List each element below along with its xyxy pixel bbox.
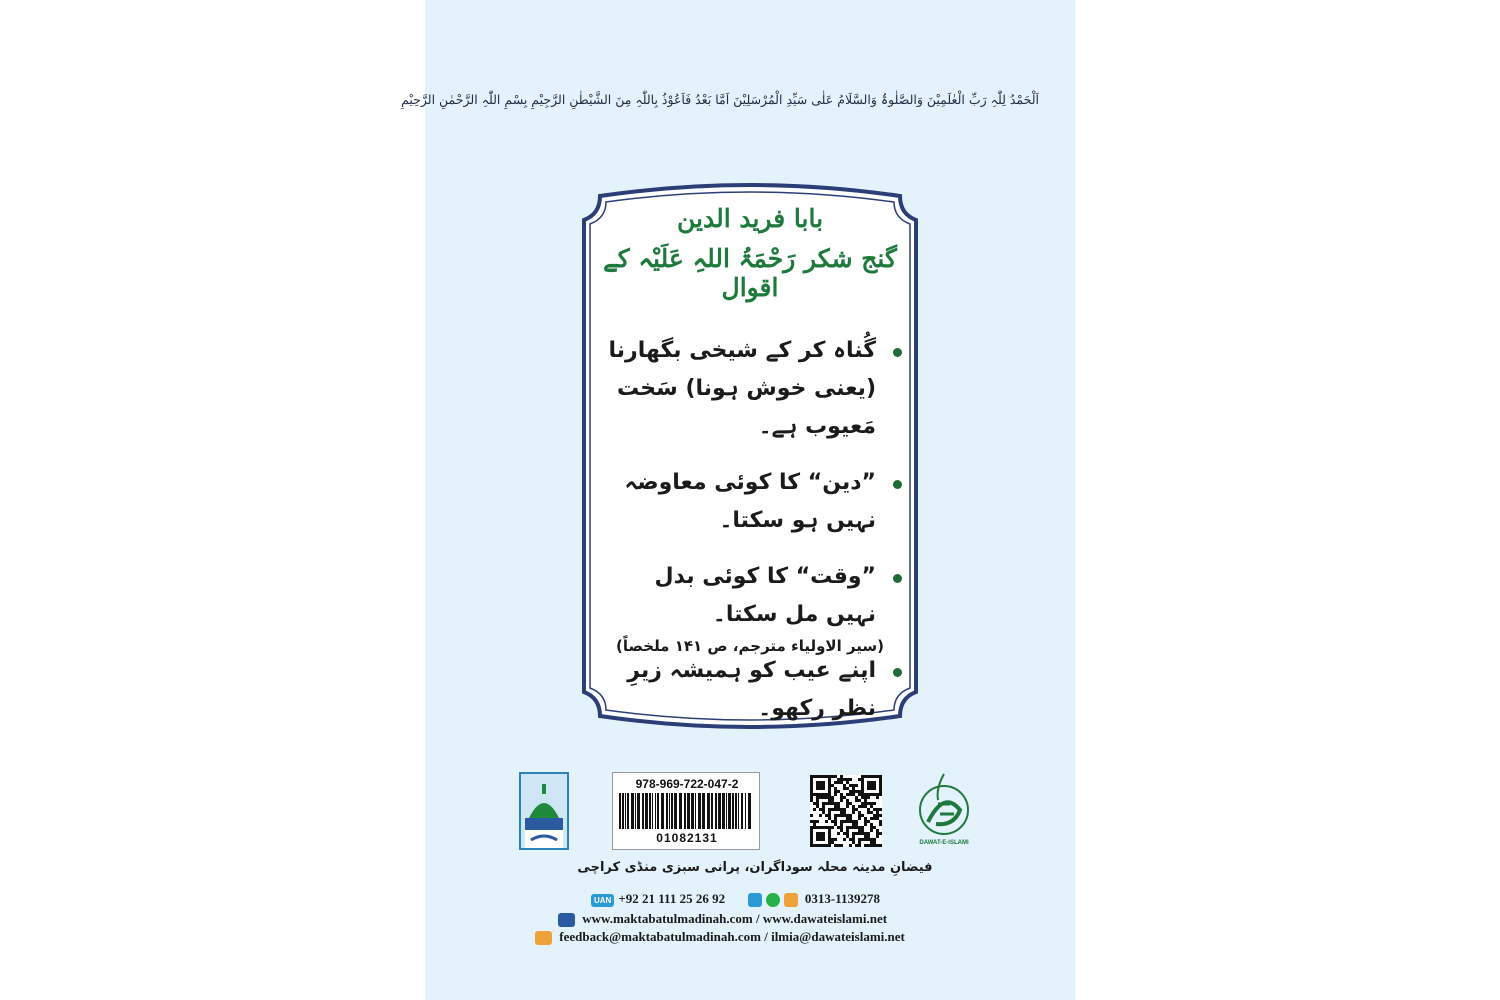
email-row	[535, 929, 905, 945]
bismillah-header: اَلْحَمْدُ لِلّٰہِ رَبِّ الْعٰلَمِیْنَ وَالصَّلٰوۃُ وَالسَّلَامُ عَلٰی سَیِّدِ الْمُرْسَلِیْنَ اَمَّا بَعْدُ فَاَعُوْذُ بِاللّٰہِ مِنَ الشَّیْطٰنِ الرَّجِیْمِ بِسْمِ اللّٰہِ الرَّحْمٰنِ الرَّحِیْمِ	[401, 92, 1039, 107]
source-reference: (سیر الاولیاء مترجم، ص ۱۴۱ ملخصاً)	[615, 637, 885, 655]
title-line-2: گنج شکر رَحْمَۃُ اللہِ عَلَیْہ کے اقوال	[603, 244, 897, 302]
phone-icon	[748, 893, 762, 907]
phone-row	[591, 891, 880, 907]
qr-code	[810, 775, 882, 847]
barcode-number: 01082131	[656, 831, 718, 845]
bullet-icon	[893, 348, 902, 357]
saying-text: گُناہ کر کے شیخی بگھارنا (یعنی خوش ہونا) سَخت مَعیوب ہے۔	[608, 338, 876, 439]
bottom-logos-strip	[425, 770, 1075, 855]
bullet-icon	[893, 668, 902, 677]
message-icon	[784, 893, 798, 907]
dawat-logo-text: DAWAT-E-ISLAMI	[919, 840, 969, 846]
saying-item	[602, 332, 902, 446]
mobile-number[interactable]: 0313-1139278	[804, 891, 880, 906]
saying-text: ”دین“ کا کوئی معاوضہ نہیں ہو سکتا۔	[624, 470, 876, 533]
title-line-1: بابا فرید الدین	[676, 204, 824, 233]
barcode	[612, 772, 760, 850]
cart-icon	[558, 913, 575, 927]
sayings-frame	[580, 182, 920, 730]
bullet-icon	[893, 574, 902, 583]
bullet-icon	[893, 480, 902, 489]
saying-item	[602, 558, 902, 634]
uan-badge: UAN	[591, 894, 614, 907]
website-dawateislami[interactable]: www.dawateislami.net	[762, 911, 888, 926]
sayings-list	[602, 332, 902, 746]
dawat-e-islami-logo	[908, 770, 980, 855]
maktaba-tul-madina-logo	[519, 772, 569, 850]
website-row	[558, 911, 887, 927]
isbn-number: 978-969-722-047-2	[635, 777, 739, 791]
separator: /	[764, 929, 768, 944]
uan-phone: +92 21 111 25 26 92	[618, 891, 726, 906]
saying-item	[602, 652, 902, 728]
saying-text: اپنے عیب کو ہمیشہ زیرِ نظر رکھو۔	[627, 658, 876, 721]
barcode-bars	[617, 793, 757, 829]
email-icon	[535, 931, 552, 945]
email-ilmia[interactable]: ilmia@dawateislami.net	[771, 929, 905, 944]
separator: /	[755, 911, 760, 926]
saying-item	[602, 464, 902, 540]
email-feedback[interactable]: feedback@maktabatulmadinah.com	[559, 929, 761, 944]
website-maktaba[interactable]: www.maktabatulmadinah.com	[582, 911, 753, 926]
book-back-cover	[401, 0, 1075, 1000]
publisher-address: فیضانِ مدینہ محلہ سوداگران، پرانی سبزی منڈی کراچی	[577, 860, 933, 875]
whatsapp-icon	[766, 893, 780, 907]
saying-text: ”وقت“ کا کوئی بدل نہیں مل سکتا۔	[654, 564, 876, 627]
